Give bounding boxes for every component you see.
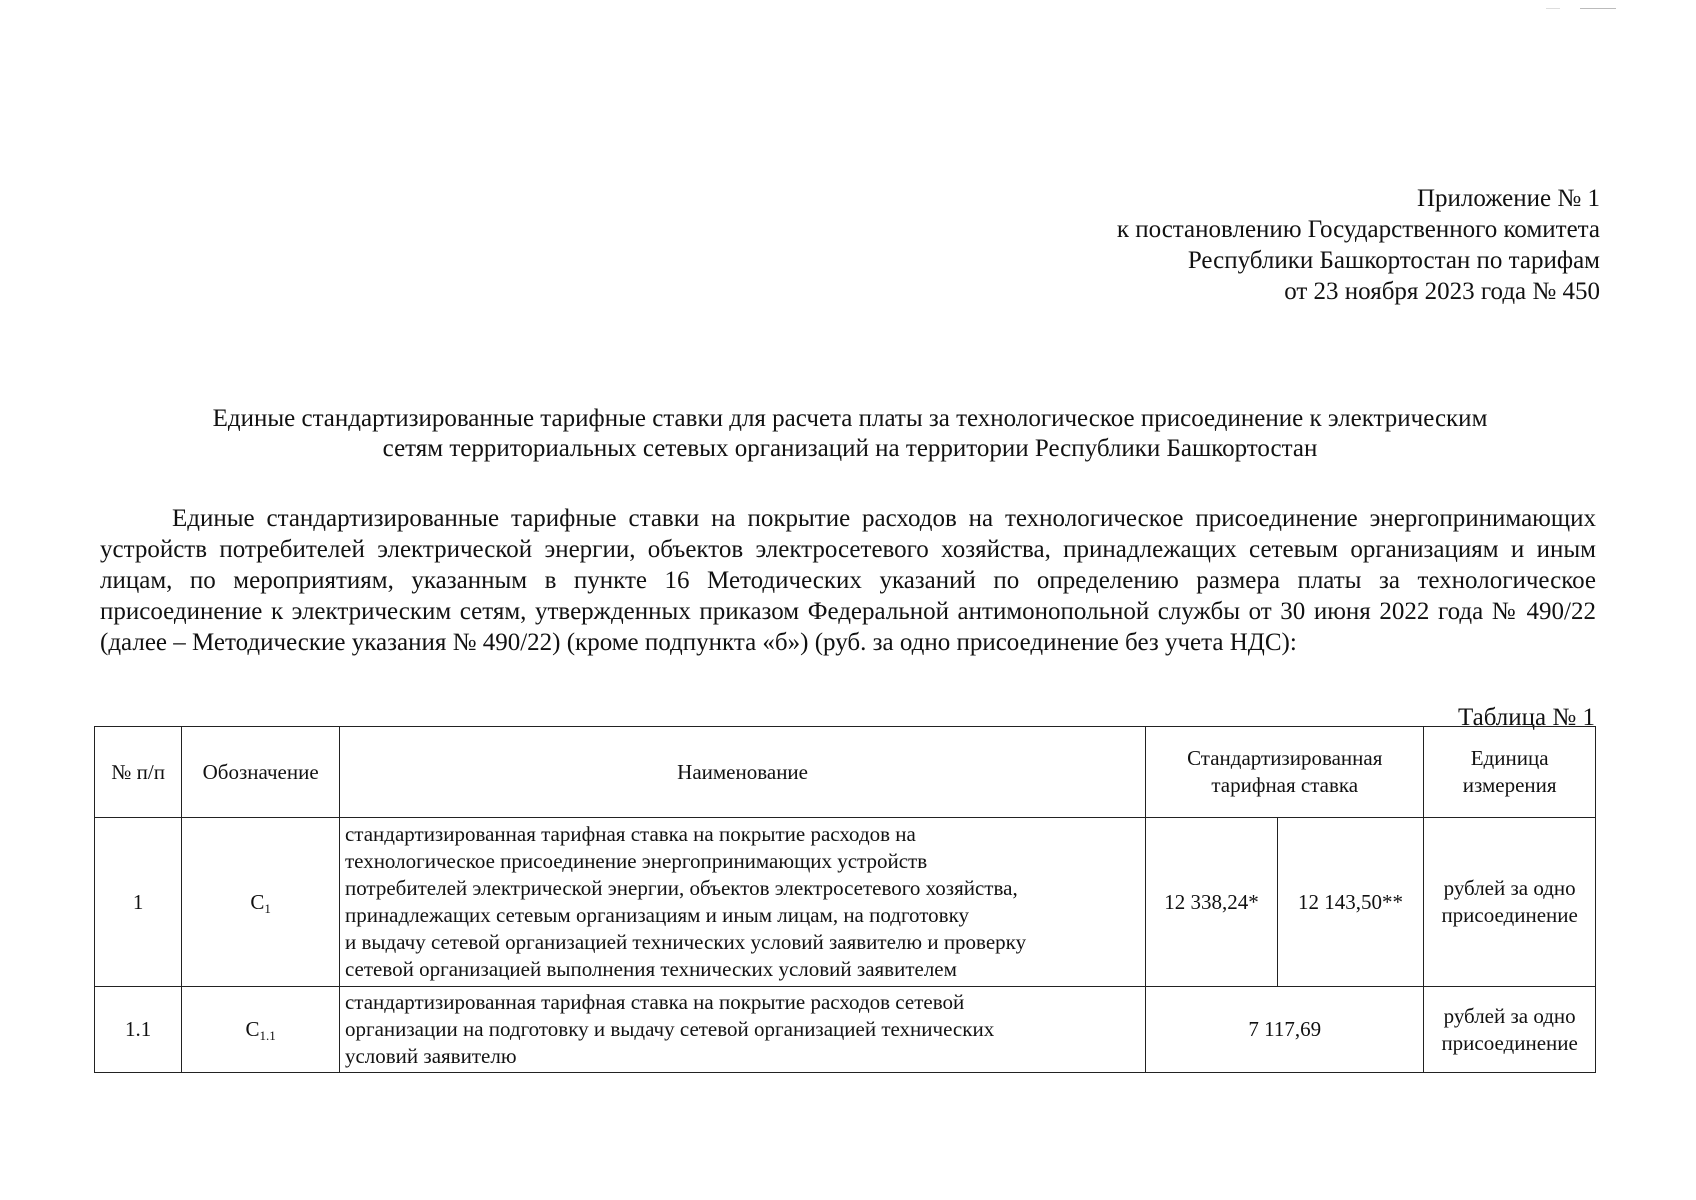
row-name-line: условий заявителю: [344, 1044, 517, 1068]
row-name-line: сетевой организацией выполнения технических условий заявителем: [344, 957, 957, 981]
scan-artifact: [1580, 8, 1616, 9]
table-row: [95, 818, 1596, 987]
row-name-line: потребителей электрической энергии, объектов электросетевого хозяйства,: [344, 876, 1018, 900]
row-name-line: стандартизированная тарифная ставка на покрытие расходов сетевой: [344, 990, 965, 1014]
row-name: [339, 987, 1145, 1073]
row-name-line: стандартизированная тарифная ставка на покрытие расходов на: [344, 822, 916, 846]
row-code: [182, 818, 340, 987]
row-name-line: технологическое присоединение энергопринимающих устройств: [344, 849, 928, 873]
row-name-line: и выдачу сетевой организацией технических условий заявителю и проверку: [344, 930, 1027, 954]
row-unit: рублей за одно присоединение: [1424, 987, 1596, 1073]
header-name: Наименование: [339, 727, 1145, 818]
annex-header: [1117, 183, 1600, 307]
annex-number: Приложение № 1: [1416, 185, 1600, 212]
header-num: № п/п: [95, 727, 182, 818]
row-num: 1: [95, 818, 182, 987]
header-unit: Единица измерения: [1424, 727, 1596, 818]
header-rate: Стандартизированная тарифная ставка: [1146, 727, 1424, 818]
document-title-line: сетям территориальных сетевых организаций на территории Республики Башкортостан: [382, 435, 1318, 462]
document-title-line: Единые стандартизированные тарифные ставки для расчета платы за технологическое присоединение к электрическим: [212, 405, 1488, 432]
header-code: Обозначение: [182, 727, 340, 818]
row-rate: 7 117,69: [1146, 987, 1424, 1073]
row-unit: рублей за одно присоединение: [1424, 818, 1596, 987]
row-code: [182, 987, 340, 1073]
row-code-letter: C: [245, 1017, 260, 1041]
annex-authority: Республики Башкортостан по тарифам: [1187, 247, 1600, 274]
row-name-line: организации на подготовку и выдачу сетевой организацией технических: [344, 1017, 995, 1041]
tariff-table: [94, 726, 1596, 1073]
row-code-index: 1.1: [259, 1028, 276, 1043]
annex-date: от 23 ноября 2023 года № 450: [1284, 278, 1600, 305]
table-header-row: [95, 727, 1596, 818]
row-name: [339, 818, 1145, 987]
row-rate-primary: 12 338,24*: [1146, 818, 1278, 987]
scan-artifact: [1546, 8, 1560, 9]
document-title: [100, 404, 1600, 464]
annex-reference: к постановлению Государственного комитета: [1116, 216, 1600, 243]
row-num: 1.1: [95, 987, 182, 1073]
row-code-index: 1: [264, 900, 271, 916]
row-code-letter: C: [250, 889, 265, 914]
table-label: Таблица № 1: [1457, 704, 1595, 731]
row-name-line: принадлежащих сетевым организациям и иным лицам, на подготовку: [344, 903, 969, 927]
intro-paragraph: Единые стандартизированные тарифные ставки на покрытие расходов на технологическое присоединение энергопринимающих устройств потребителей электрической энергии, объектов электросетевого хозяйства, принадлежащих сетевым организациям и иным лицам, по мероприятиям, указанным в пункте 16 Методических указаний по определению размера платы за технологическое присоединение к электрическим сетям, утвержденных приказом Федеральной антимонопольной службы от 30 июня 2022 года № 490/22 (далее – Методические указания № 490/22) (кроме подпункта «б») (руб. за одно присоединение без учета НДС):: [100, 505, 1596, 656]
row-rate-secondary: 12 143,50**: [1277, 818, 1424, 987]
table-row: [95, 987, 1596, 1073]
